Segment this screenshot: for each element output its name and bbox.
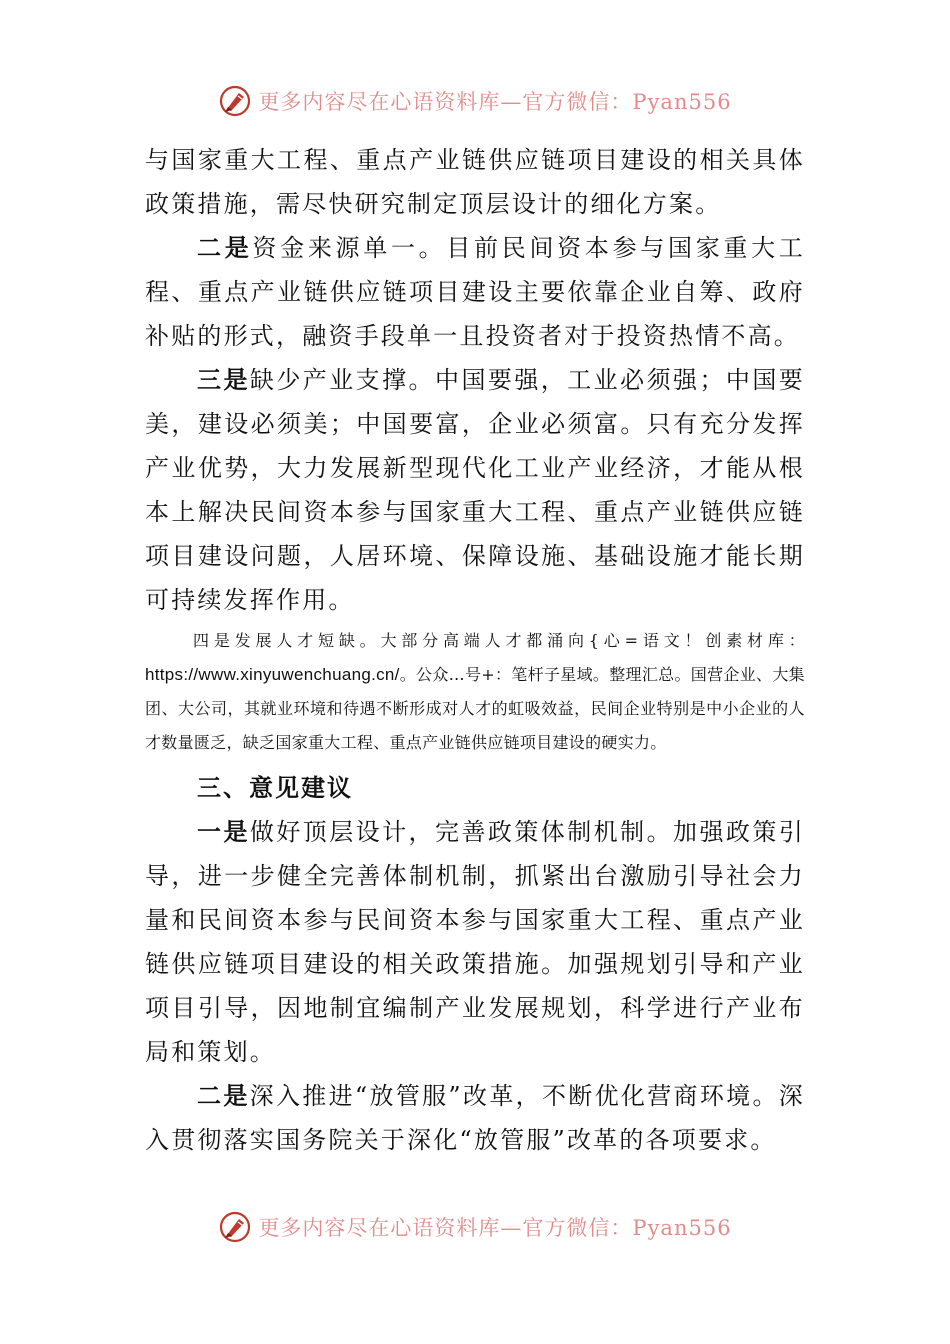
point-text: 。公众…号+：笔杆子星域。整理汇总。国营企业、大集团、大公司，其就业环境和待遇不断形成对人才的虹吸效益，民间企业特别是中小企业的人才数量匮乏，缺乏国家重大工程、重点产业链供应链项目建设的硬实力。 <box>145 665 805 752</box>
point-text: 资金来源单一。目前民间资本参与国家重大工程、重点产业链供应链项目建设主要依靠企业自筹、政府补贴的形式，融资手段单一且投资者对于投资热情不高。 <box>145 234 806 350</box>
source-link[interactable]: https://www.xinyuwenchuang.cn/ <box>145 665 400 684</box>
point-lead: 三是 <box>197 365 250 394</box>
pen-nib-logo-icon <box>218 84 252 118</box>
point-text: 做好顶层设计，完善政策体制机制。加强政策引导，进一步健全完善体制机制，抓紧出台激励引导社会力量和民间资本参与民间资本参与国家重大工程、重点产业链供应链项目建设的相关政策措施。加强规划引导和产业项目引导，因地制宜编制产业发展规划，科学进行产业布局和策划。 <box>145 818 805 1066</box>
banner-text: 更多内容尽在心语资料库—官方微信：Pyan556 <box>258 1216 732 1240</box>
header-banner <box>0 84 950 128</box>
banner-text: 更多内容尽在心语资料库—官方微信：Pyan556 <box>258 90 732 114</box>
paragraph-continuation: 与国家重大工程、重点产业链供应链项目建设的相关具体政策措施，需尽快研究制定顶层设计的细化方案。 <box>145 146 805 218</box>
document-body <box>145 138 805 1162</box>
paragraph-point-three <box>145 358 805 622</box>
footer-banner <box>0 1210 950 1254</box>
point-text: 四是发展人才短缺。大部分高端人才都涌向{心=语文！创素材库： <box>193 631 805 650</box>
paragraph-suggestion-two <box>145 1074 805 1162</box>
point-lead: 二是 <box>197 1081 250 1110</box>
section-heading: 三、意见建议 <box>197 773 353 802</box>
point-lead: 一是 <box>197 817 250 846</box>
paragraph-point-two <box>145 226 805 358</box>
point-text: 缺少产业支撑。中国要强，工业必须强；中国要美，建设必须美；中国要富，企业必须富。只有充分发挥产业优势，大力发展新型现代化工业产业经济，才能从根本上解决民间资本参与国家重大工程、重点产业链供应链项目建设问题，人居环境、保障设施、基础设施才能长期可持续发挥作用。 <box>145 366 805 614</box>
pen-nib-logo-icon <box>218 1210 252 1244</box>
paragraph-point-four <box>145 624 805 760</box>
point-lead: 二是 <box>197 233 253 262</box>
paragraph-suggestion-one <box>145 810 805 1074</box>
point-text: 深入推进“放管服”改革，不断优化营商环境。深入贯彻落实国务院关于深化“放管服”改革的各项要求。 <box>145 1082 806 1154</box>
